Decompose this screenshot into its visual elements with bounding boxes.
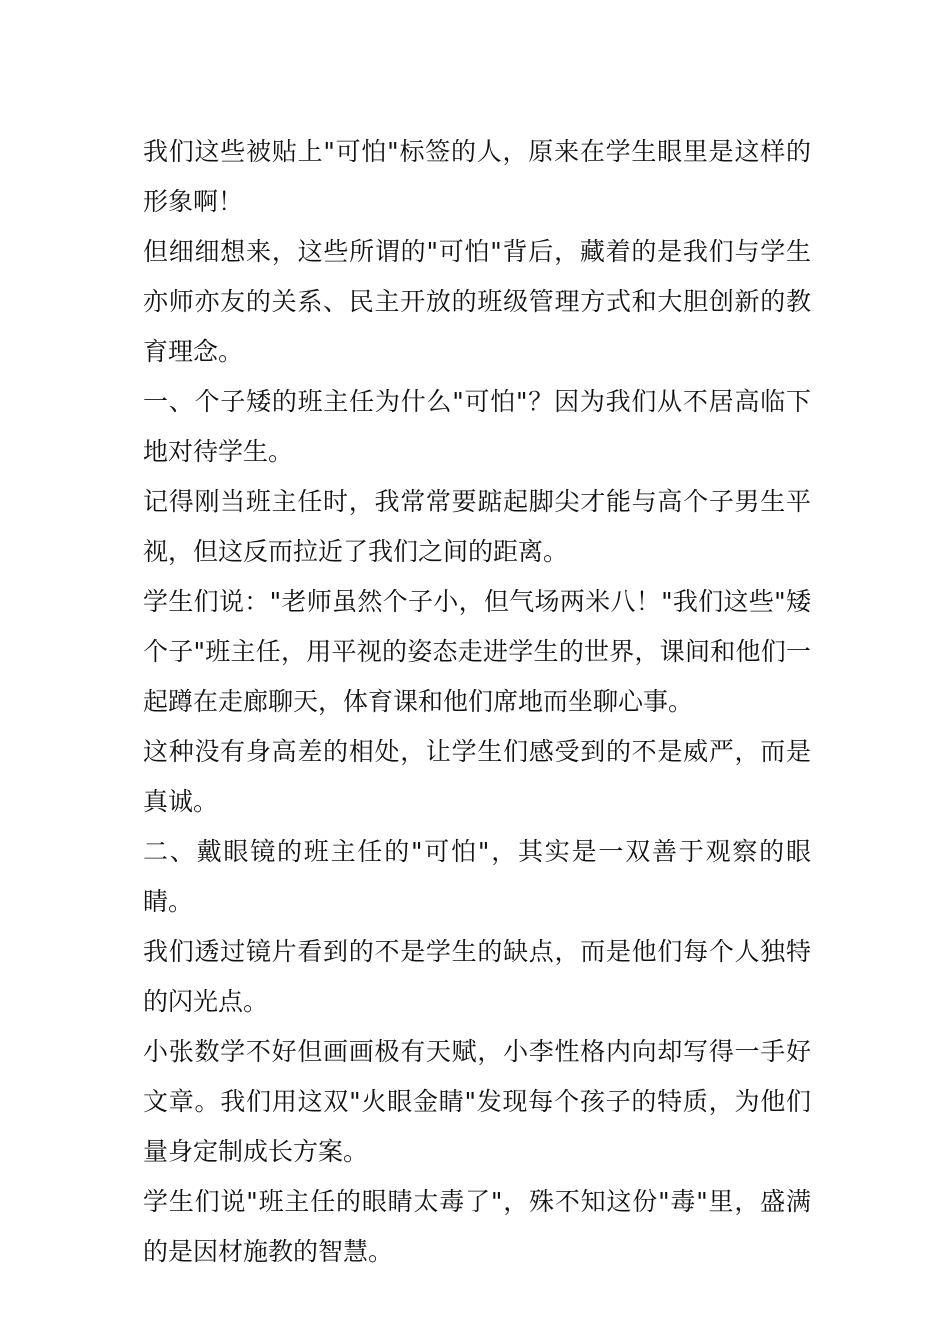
- paragraph-7: 小张数学不好但画画极有天赋，小李性格内向却写得一手好文章。我们用这双"火眼金睛"发现每个孩子的特质，为他们量身定制成长方案。: [143, 1037, 811, 1166]
- document-body: [143, 127, 811, 1277]
- section-heading-1: 一、个子矮的班主任为什么"可怕"？因为我们从不居高临下地对待学生。: [143, 387, 811, 466]
- paragraph-6: 我们透过镜片看到的不是学生的缺点，而是他们每个人独特的闪光点。: [143, 937, 811, 1016]
- section-heading-2: 二、戴眼镜的班主任的"可怕"，其实是一双善于观察的眼睛。: [143, 837, 811, 916]
- paragraph-2: 但细细想来，这些所谓的"可怕"背后，藏着的是我们与学生亦师亦友的关系、民主开放的班级管理方式和大胆创新的教育理念。: [143, 237, 811, 366]
- paragraph-8: 学生们说"班主任的眼睛太毒了"，殊不知这份"毒"里，盛满的是因材施教的智慧。: [143, 1187, 811, 1266]
- paragraph-4: 学生们说："老师虽然个子小，但气场两米八！"我们这些"矮个子"班主任，用平视的姿态走进学生的世界，课间和他们一起蹲在走廊聊天，体育课和他们席地而坐聊心事。: [143, 587, 811, 716]
- paragraph-3: 记得刚当班主任时，我常常要踮起脚尖才能与高个子男生平视，但这反而拉近了我们之间的距离。: [143, 487, 811, 566]
- paragraph-1: 我们这些被贴上"可怕"标签的人，原来在学生眼里是这样的形象啊！: [143, 137, 811, 216]
- paragraph-5: 这种没有身高差的相处，让学生们感受到的不是威严，而是真诚。: [143, 737, 811, 816]
